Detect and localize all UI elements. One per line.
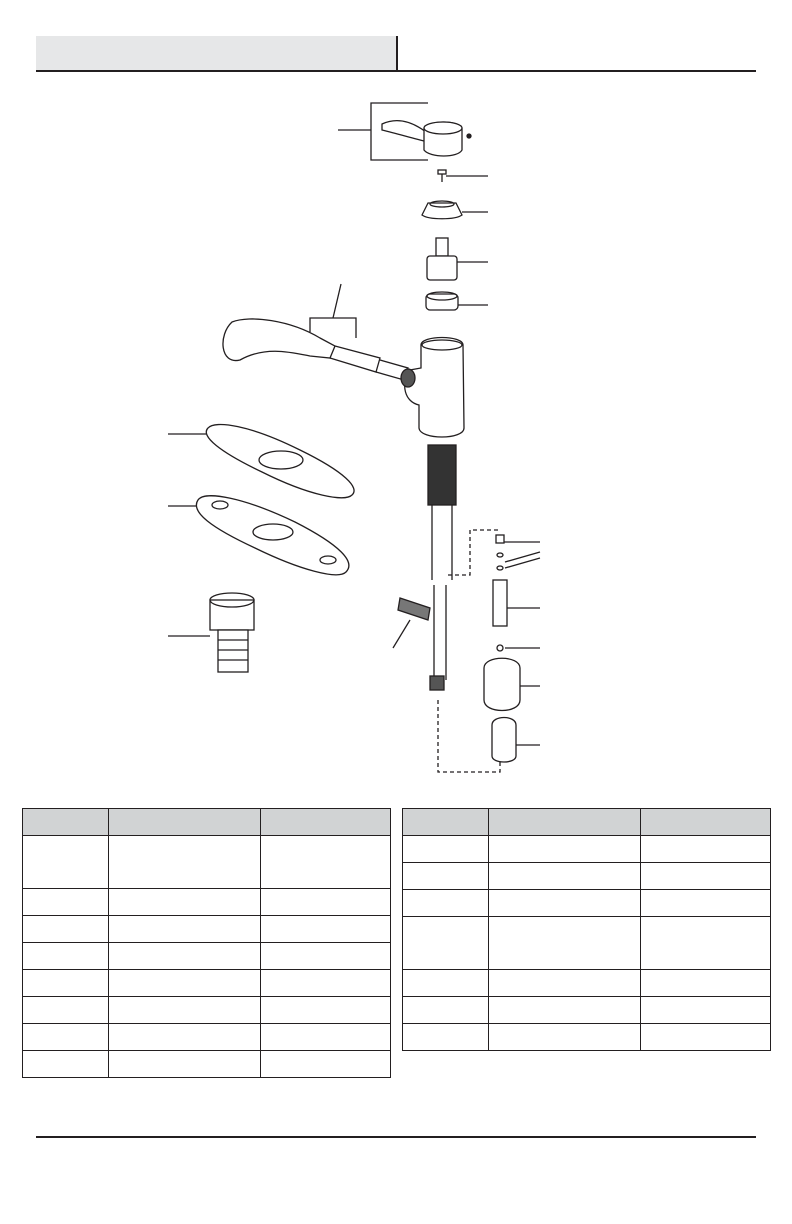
table-cell (641, 890, 771, 917)
table-row (403, 1024, 771, 1051)
parts-table-left (22, 808, 391, 1078)
table-cell (403, 917, 489, 970)
table-cell (109, 836, 261, 889)
table-row (23, 997, 391, 1024)
deck-plate-icon (168, 424, 354, 497)
column-header (109, 809, 261, 836)
table-cell (641, 863, 771, 890)
table-cell (109, 916, 261, 943)
table-cell (403, 997, 489, 1024)
table-row (23, 916, 391, 943)
table-cell (109, 997, 261, 1024)
gasket-icon (168, 496, 349, 575)
table-cell (261, 1051, 391, 1078)
table-cell (641, 917, 771, 970)
table-cell (109, 1051, 261, 1078)
table-cell (641, 1024, 771, 1051)
column-header (641, 809, 771, 836)
table-cell (403, 863, 489, 890)
table-cell (261, 916, 391, 943)
table-cell (23, 916, 109, 943)
table-cell (109, 943, 261, 970)
table-row (403, 836, 771, 863)
table-cell (489, 863, 641, 890)
table-cell (23, 889, 109, 916)
table-cell (489, 970, 641, 997)
table-cell (261, 889, 391, 916)
table-cell (403, 836, 489, 863)
table-cell (641, 836, 771, 863)
cartridge-icon (427, 238, 488, 280)
column-header (403, 809, 489, 836)
mounting-nut-icon (168, 593, 254, 672)
table-row (403, 863, 771, 890)
table-cell (23, 943, 109, 970)
header-tab (36, 36, 398, 70)
spray-head-icon (223, 284, 408, 380)
table-cell (489, 917, 641, 970)
table-cell (261, 1024, 391, 1051)
table-row (23, 943, 391, 970)
table-cell (489, 890, 641, 917)
table-cell (23, 997, 109, 1024)
set-screw-icon (438, 170, 488, 182)
footer-rule (36, 1136, 756, 1138)
table-row (23, 1024, 391, 1051)
table-cell (261, 997, 391, 1024)
table-row (23, 889, 391, 916)
table-row (403, 997, 771, 1024)
table-cell (489, 836, 641, 863)
table-cell (403, 890, 489, 917)
table-cell (489, 997, 641, 1024)
handle-icon (338, 103, 471, 160)
table-cell (261, 943, 391, 970)
table-row (403, 890, 771, 917)
table-row (23, 1051, 391, 1078)
dome-cap-icon (422, 201, 488, 219)
table-cell (109, 970, 261, 997)
hose-weight-icon (393, 598, 430, 648)
column-header (23, 809, 109, 836)
column-header (261, 809, 391, 836)
bonnet-nut-icon (426, 292, 488, 310)
table-cell (23, 1024, 109, 1051)
table-row (403, 917, 771, 970)
table-row (23, 836, 391, 889)
parts-table-right (402, 808, 771, 1051)
column-header (489, 809, 641, 836)
header-rule (36, 70, 756, 72)
table-row (23, 970, 391, 997)
table-cell (489, 1024, 641, 1051)
quick-connect-icon (438, 530, 540, 772)
table-cell (261, 970, 391, 997)
faucet-exploded-view-icon (0, 80, 792, 800)
table-cell (641, 970, 771, 997)
table-cell (641, 997, 771, 1024)
table-cell (109, 889, 261, 916)
table-cell (403, 1024, 489, 1051)
table-cell (23, 970, 109, 997)
table-cell (109, 1024, 261, 1051)
table-cell (261, 836, 391, 889)
table-cell (23, 1051, 109, 1078)
table-cell (403, 970, 489, 997)
faucet-body-icon (401, 338, 464, 691)
table-row (403, 970, 771, 997)
table-cell (23, 836, 109, 889)
